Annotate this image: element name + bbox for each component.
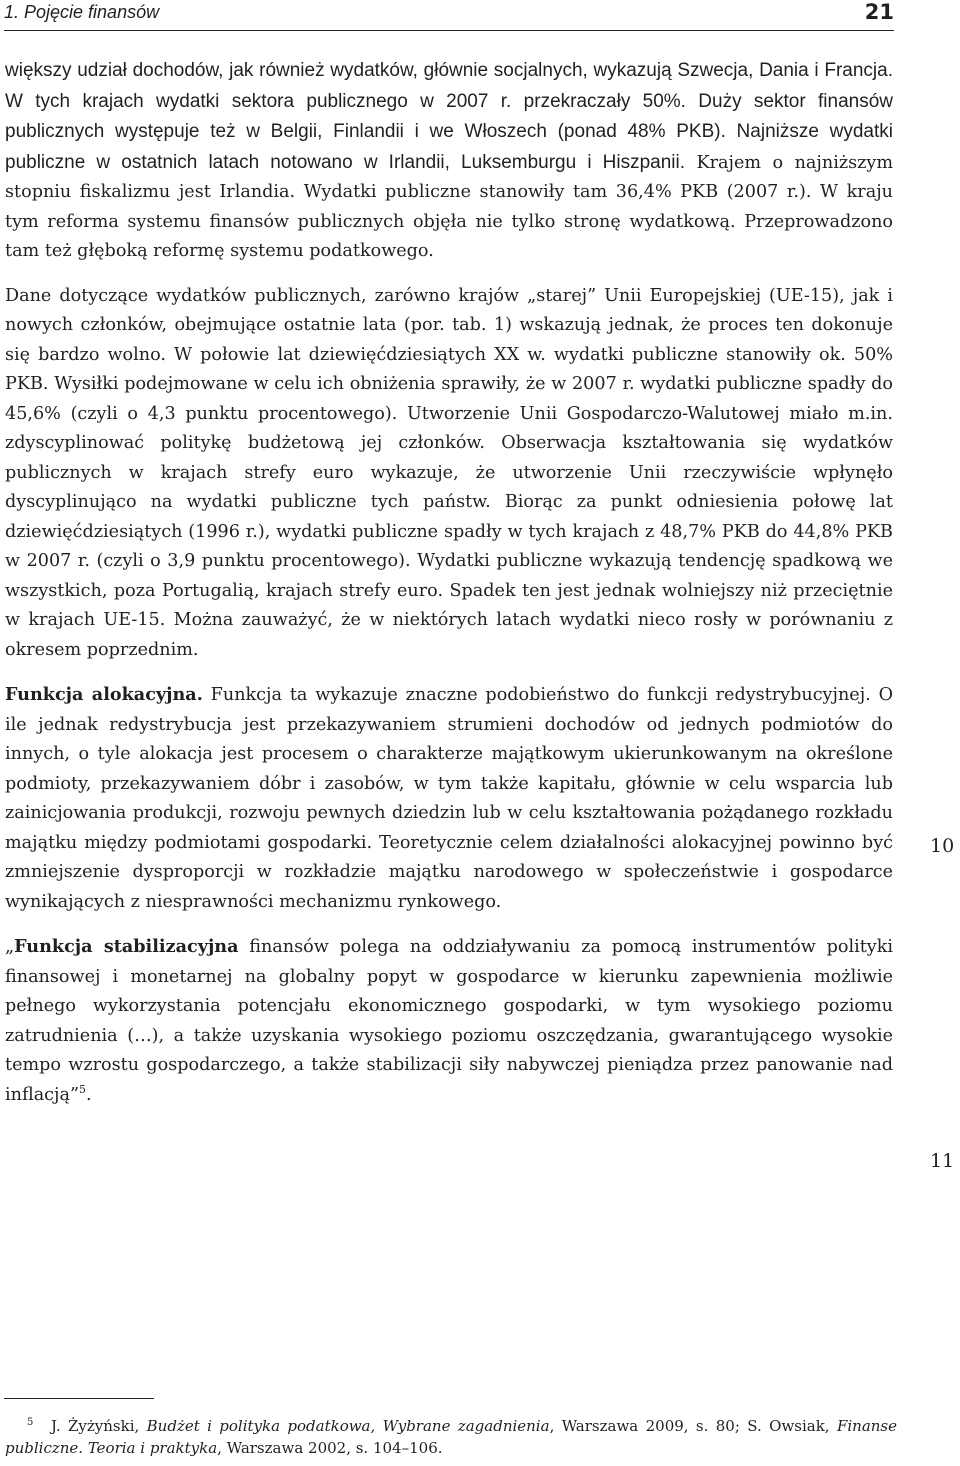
paragraph-4 <box>5 932 893 1110</box>
footnote-text-1: J. Żyżyński, <box>51 1417 147 1435</box>
paragraph-4-heading: Funkcja stabilizacyjna <box>14 936 239 957</box>
paragraph-1 <box>5 56 893 267</box>
paragraph-4-open-quote: „ <box>5 937 15 957</box>
footnote-reference[interactable]: 5 <box>78 1082 86 1096</box>
paragraph-4-text: finansów polega na oddziaływaniu za pomocą instrumentów polityki finansowej i monetarnej na globalny popyt w gospodarce w kierunku zapewnienia możliwie pełnego wykorzystania potencjału ekonomicznego gospodarki, w tym wysokiego poziomu zatrudnienia (…), a także uzyskania wysokiego poziomu oszczędzania, gwarantującego wysokie tempo wzrostu gospodarczego, a także stabilizacji siły nabywczej pieniądza przez panowanie nad inflacją” <box>5 937 893 1105</box>
footnote-text-2: , Warszawa 2009, s. 80; S. Owsiak, <box>549 1417 837 1435</box>
paragraph-3 <box>5 680 893 917</box>
footnote-title-2: Finanse publiczne. Teoria i praktyka <box>5 1417 897 1457</box>
paragraph-3-text: Funkcja ta wykazuje znaczne podobieństwo do funkcji redystrybucyjnej. O ile jednak redystrybucja jest przekazywaniem strumieni dochodów od jednych podmiotów do innych, o tyle alokacja jest procesem o charakterze majątkowym ukierunkowanym na określone podmioty, przekazywaniem dóbr i zasobów, w tym także kapitału, głównie w celu wsparcia lub zainicjowania produkcji, rozwoju pewnych dziedzin lub w celu kształtowania pożądanego rozkładu majątku między podmiotami gospodarki. Teoretycznie celem działalności alokacyjnej powinno być zmniejszenie dysproporcji w rozkładzie majątku narodowego w społeczeństwie i gospodarce wynikających z niesprawności mechanizmu rynkowego. <box>5 685 893 912</box>
paragraph-2: Dane dotyczące wydatków publicznych, zarówno krajów „starej” Unii Europejskiej (UE-15), jak i nowych członków, obejmujące ostatnie lata (por. tab. 1) wskazują jednak, że proces ten dokonuje się bardzo wolno. W połowie lat dziewięćdziesiątych XX w. wydatki publiczne stanowiły ok. 50% PKB. Wysiłki podejmowane w celu ich obniżenia sprawiły, że w 2007 r. wydatki publiczne spadły do 45,6% (czyli o 4,3 punktu procentowego). Utworzenie Unii Gospodarczo-Walutowej miało m.in. zdyscyplinować politykę budżetową jej członków. Obserwacja kształtowania się wydatków publicznych w krajach strefy euro wykazuje, że utworzenie Unii rzeczywiście wpłynęło dyscyplinująco na wydatki publiczne tych państw. Biorąc za punkt odniesienia połowę lat dziewięćdziesiątych (1996 r.), wydatki publiczne spadły w tych krajach z 48,7% PKB do 44,8% PKB w 2007 r. (czyli o 3,9 punktu procentowego). Wydatki publiczne wykazują tendencję spadkową we wszystkich, poza Portugalią, krajach strefy euro. Spadek ten jest jednak wolniejszy niż przeciętnie w krajach UE-15. Można zauważyć, że w niektórych latach wydatki nieco rosły w porównaniu z okresem poprzednim. <box>5 285 893 660</box>
margin-number-10: 10 <box>930 835 955 857</box>
footnote-divider <box>4 1398 154 1399</box>
footnote-text-3: , Warszawa 2002, s. 104–106. <box>217 1439 443 1457</box>
paragraph-3-heading: Funkcja alokacyjna. <box>5 684 203 705</box>
running-head: 1. Pojęcie finansów <box>4 2 160 22</box>
margin-number-11: 11 <box>930 1150 955 1172</box>
paragraph-1-sans-part: większy udział dochodów, jak również wydatków, głównie socjalnych, wykazują Szwecja, Dania i Francja. W tych krajach wydatki sektora publicznego w 2007 r. przekraczały 50%. Duży sektor finansów publicznych występuje też w Belgii, Finlandii i we Włoszech (ponad 48% PKB). Najniższe wydatki publiczne w ostatnich latach notowano w Irlandii, Luksemburgu i Hiszpanii. <box>5 60 893 173</box>
paragraph-4-end: . <box>85 1084 92 1105</box>
footnote-title-1: Budżet i polityka podatkowa, Wybrane zagadnienia <box>146 1417 550 1435</box>
footnote: 5 J. Żyżyński, Budżet i polityka podatkowa, Wybrane zagadnienia, Warszawa 2009, s. 80; S. Owsiak, Finanse publiczne. Teoria i praktyka, Warszawa 2002, s. 104–106. <box>5 1417 897 1457</box>
page-header <box>4 0 894 31</box>
body-text <box>5 56 893 1110</box>
paragraph-1-serif-part: Krajem o najniższym stopniu fiskalizmu jest Irlandia. Wydatki publiczne stanowiły tam 36,4% PKB (2007 r.). W kraju tym reforma systemu finansów publicznych objęła nie tylko stronę wydatkową. Przeprowadzono tam też głęboką reformę systemu podatkowego. <box>5 152 894 261</box>
page-number: 21 <box>864 0 894 24</box>
